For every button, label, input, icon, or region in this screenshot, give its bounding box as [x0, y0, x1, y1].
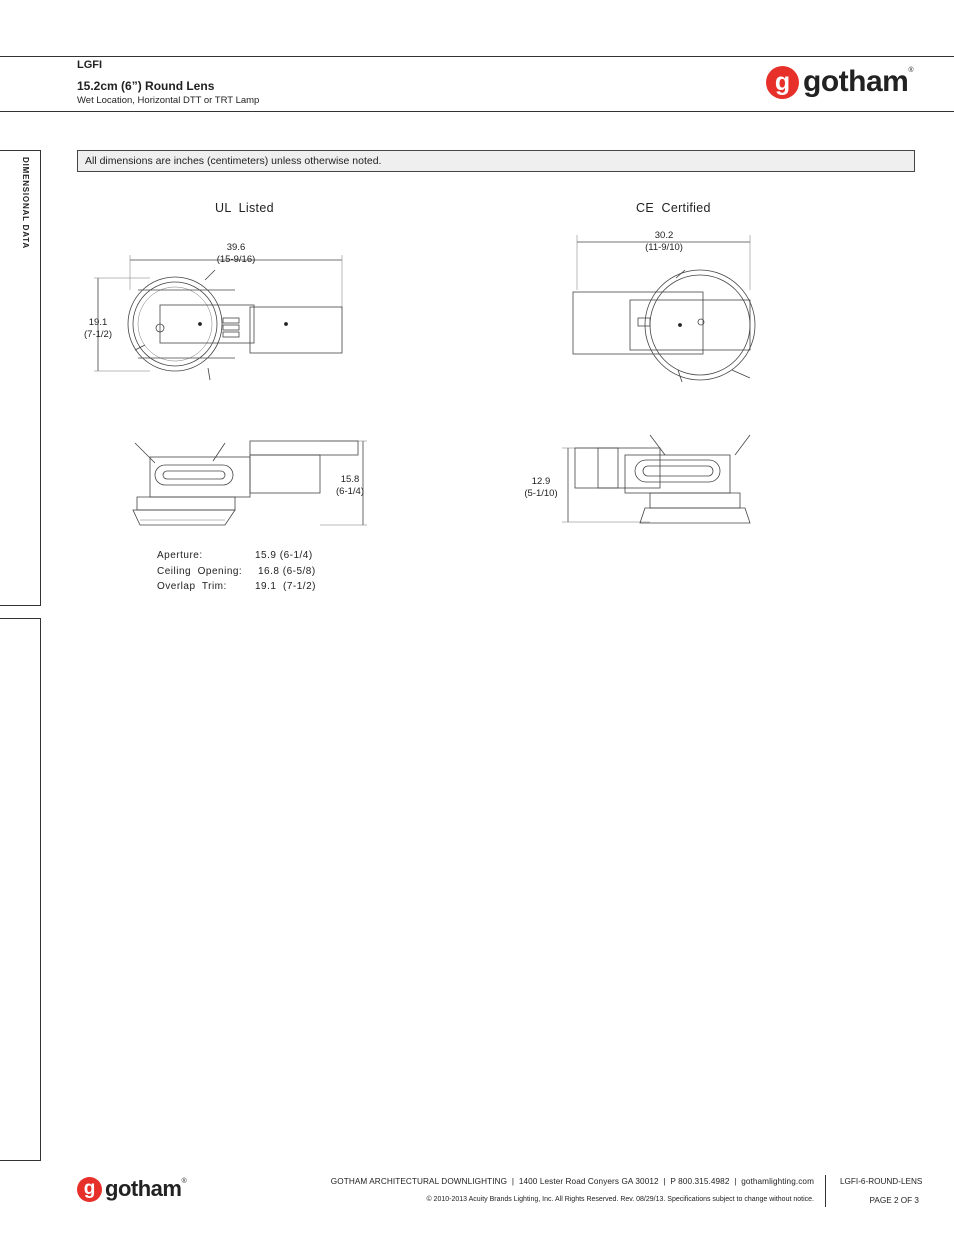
ul-top-width-dimension: [206, 242, 266, 266]
gotham-g-icon: g: [766, 66, 799, 99]
ce-top-width-dimension: [634, 230, 694, 254]
gotham-wordmark: gotham: [105, 1176, 182, 1201]
ce-top-width-value: 30.2: [654, 230, 674, 241]
ce-top-view-drawing: [570, 230, 770, 390]
ce-side-view-drawing: [540, 430, 760, 530]
spec-label: Ceiling Opening:: [157, 566, 243, 577]
gotham-wordmark: gotham: [803, 65, 909, 98]
spec-value: 16.8 (6-5/8): [258, 566, 316, 577]
footer-page-number: PAGE 2 OF 3: [869, 1196, 919, 1205]
ul-top-view-drawing: [90, 250, 360, 390]
ul-top-width-value: 39.6: [226, 242, 246, 253]
ul-listed-title: UL Listed: [215, 201, 274, 215]
units-note: All dimensions are inches (centimeters) unless otherwise noted.: [77, 150, 915, 172]
spec-label: Overlap Trim:: [157, 581, 227, 592]
footer-divider: [825, 1175, 826, 1207]
ce-side-height-dimension: [516, 476, 566, 500]
ul-side-height-dimension: [328, 474, 372, 498]
gotham-logo-header: [766, 65, 914, 99]
side-tab-empty: [0, 618, 41, 1161]
header-bottom-rule: [0, 111, 954, 112]
ul-top-height-fraction: (7-1/2): [84, 329, 112, 340]
ul-side-height-fraction: (6-1/4): [336, 486, 364, 497]
product-subtitle: Wet Location, Horizontal DTT or TRT Lamp: [77, 95, 260, 106]
spec-value: 15.9 (6-1/4): [255, 550, 313, 561]
ul-top-width-fraction: (15-9/16): [216, 254, 256, 265]
ce-top-width-fraction: (11-9/10): [645, 242, 683, 253]
product-title: 15.2cm (6”) Round Lens: [77, 79, 215, 93]
spec-label: Aperture:: [157, 550, 203, 561]
ul-top-height-value: 19.1: [88, 317, 108, 328]
spec-value: 19.1 (7-1/2): [255, 581, 316, 592]
ul-top-height-dimension: [76, 317, 120, 341]
ul-side-height-value: 15.8: [340, 474, 360, 485]
registered-mark: ®: [908, 67, 914, 74]
registered-mark: ®: [181, 1178, 187, 1185]
footer-address: GOTHAM ARCHITECTURAL DOWNLIGHTING | 1400 Lester Road Conyers GA 30012 | P 800.315.4982 | gothamlighting.com: [330, 1177, 814, 1186]
gotham-logo-footer: [77, 1176, 187, 1202]
ce-side-height-fraction: (5-1/10): [524, 488, 558, 499]
ce-side-height-value: 12.9: [531, 476, 551, 487]
footer-copyright: © 2010-2013 Acuity Brands Lighting, Inc. All Rights Reserved. Rev. 08/29/13. Specifications subject to change without notice.: [426, 1196, 814, 1203]
ce-certified-title: CE Certified: [636, 201, 711, 215]
gotham-g-icon: g: [77, 1177, 102, 1202]
product-code: LGFI: [77, 59, 103, 71]
header-top-rule: [0, 56, 954, 57]
side-tab-label: DIMENSIONAL DATA: [21, 157, 30, 249]
footer-doc-code: LGFI-6-ROUND-LENS: [840, 1177, 923, 1186]
